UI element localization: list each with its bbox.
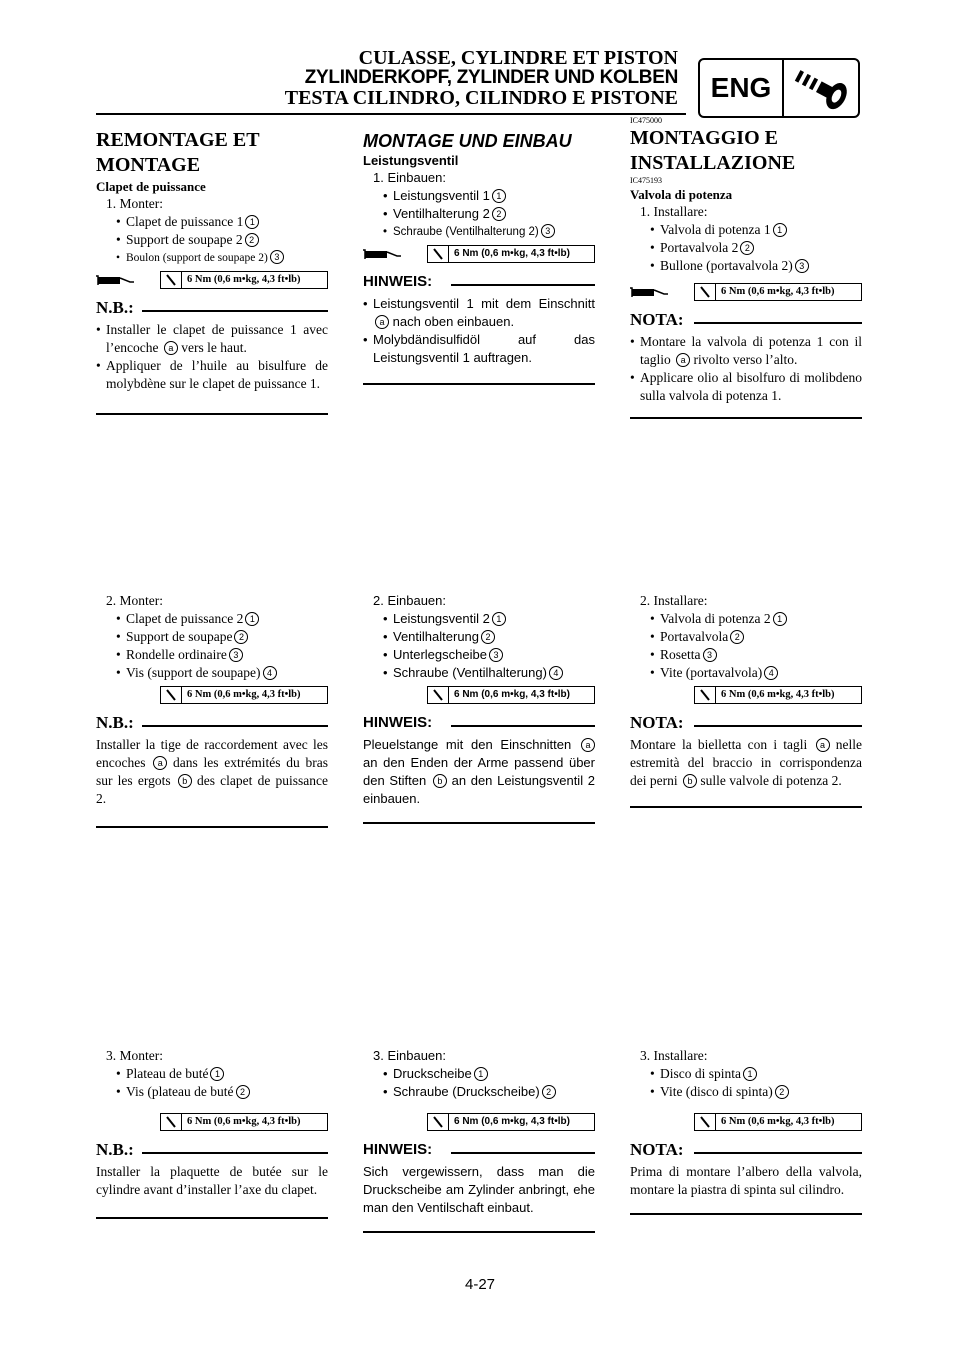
note-end-rule [96,413,328,415]
note-text: Montare la bielletta con i tagli a nelle estremità del braccio in corrispondenza dei perni b sulle valvole di potenza 2. [630,737,862,788]
section-code: IC475000 [630,116,662,125]
wrench-icon [428,1114,449,1130]
list-item: • Portavalvola 2 2 [630,239,862,257]
section-title: REMONTAGE ET MONTAGE [96,129,260,176]
step-1: 1. Monter: [106,196,163,211]
step-2: 2. Installare: [640,593,708,608]
column-french-step2 [96,592,328,828]
list-item: • Ventilhalterung 2 2 [363,205,595,223]
note-item: • Appliquer de l’huile au bisulfure de molybdène sur le clapet de puissance 1. [96,357,328,393]
torque-spec: 6 Nm (0,6 m•kg, 4,3 ft•lb) [363,686,595,706]
list-item: • Druckscheibe 1 [363,1065,595,1083]
list-item: • Rosetta 3 [630,646,862,664]
wrench-icon [161,687,182,703]
note-end-rule [96,826,328,828]
torque-spec: 6 Nm (0,6 m•kg, 4,3 ft•lb) [630,686,862,706]
torque-spec: 6 Nm (0,6 m•kg, 4,3 ft•lb) [630,283,862,303]
list-item: • Valvola di potenza 1 1 [630,221,862,239]
note-item: • Montare la valvola di potenza 1 con il taglio a rivolto verso l’alto. [630,333,862,369]
list-item: • Clapet de puissance 2 1 [96,610,328,628]
list-item: • Ventilhalterung 2 [363,628,595,646]
subsection-title: Leistungsventil [363,153,459,168]
oil-can-icon [96,273,136,287]
oil-can-icon [363,247,403,261]
list-item: • Clapet de puissance 1 1 [96,213,328,231]
list-item: • Support de soupape 2 [96,628,328,646]
wrench-icon [428,687,449,703]
note-header: NOTA: [630,309,862,333]
note-header: HINWEIS: [363,1139,595,1163]
list-item: • Disco di spinta 1 [630,1065,862,1083]
torque-spec: 6 Nm (0,6 m•kg, 4,3 ft•lb) [363,1113,595,1133]
list-item: • Plateau de buté 1 [96,1065,328,1083]
column-french [96,128,328,415]
note-text: Installer la tige de raccordement avec les encoches a dans les extrémités du bras sur les ergots b des clapet de puissance 2. [96,737,329,806]
section-title: MONTAGGIO E INSTALLAZIONE [630,127,796,174]
note-item: • Installer le clapet de puissance 1 avec l’encoche a vers le haut. [96,321,328,357]
note-end-rule [363,383,595,385]
list-item: • Vis (plateau de buté 2 [96,1083,328,1101]
note-text: Installer la plaquette de butée sur le cylindre avant d’installer l’axe du clapet. [96,1164,328,1197]
wrench-icon [428,246,449,262]
list-item: • Rondelle ordinaire 3 [96,646,328,664]
list-item: • Vis (support de soupape) 4 [96,664,328,682]
wrench-icon [695,284,716,300]
wrench-icon [161,1114,182,1130]
subsection-code: IC475193 [630,176,662,185]
subsection-title: Valvola di potenza [630,187,733,202]
note-text: Pleuelstange mit den Einschnitten a an den Enden der Arme passend über den Stiften b an den Leistungsventil 2 einbauen. [363,737,595,806]
note-end-rule [363,1231,595,1233]
column-french-step3 [96,1047,328,1219]
step-1: 1. Installare: [640,204,708,219]
note-header: N.B.: [96,712,328,736]
oil-can-icon [630,285,670,299]
wrench-icon [695,1114,716,1130]
torque-spec: 6 Nm (0,6 m•kg, 4,3 ft•lb) [363,245,595,265]
note-header: NOTA: [630,1139,862,1163]
step-3: 3. Einbauen: [373,1048,447,1063]
note-end-rule [630,417,862,419]
torque-spec: 6 Nm (0,6 m•kg, 4,3 ft•lb) [96,1113,328,1133]
note-item: • Applicare olio al bisolfuro di molibdeno sulla valvola di potenza 1. [630,369,862,405]
column-german [363,130,595,385]
column-german-step3 [363,1047,595,1233]
column-italian [630,116,862,419]
list-item: • Schraube (Druckscheibe) 2 [363,1083,595,1101]
step-2: 2. Einbauen: [373,593,447,608]
list-item: • Vite (disco di spinta) 2 [630,1083,862,1101]
step-3: 3. Installare: [640,1048,708,1063]
note-end-rule [363,822,595,824]
torque-spec: 6 Nm (0,6 m•kg, 4,3 ft•lb) [630,1113,862,1133]
list-item: • Boulon (support de soupape 2) 3 [96,249,328,267]
header-title-it: TESTA CILINDRO, CILINDRO E PISTONE [284,87,678,109]
section-title: MONTAGE UND EINBAU [363,131,572,151]
note-end-rule [630,806,862,808]
list-item: • Schraube (Ventilhalterung 2) 3 [363,223,595,241]
subsection-title: Clapet de puissance [96,179,206,194]
note-header: HINWEIS: [363,712,595,736]
torque-spec: 6 Nm (0,6 m•kg, 4,3 ft•lb) [96,686,328,706]
list-item: • Schraube (Ventilhalterung) 4 [363,664,595,682]
note-item: • Leistungsventil 1 mit dem Einschnitt a nach oben einbauen. [363,295,595,331]
list-item: • Valvola di potenza 2 1 [630,610,862,628]
page-number: 4-27 [464,1276,496,1293]
note-end-rule [630,1213,862,1215]
wrench-icon [161,272,182,288]
note-header: N.B.: [96,297,328,321]
list-item: • Leistungsventil 2 1 [363,610,595,628]
eng-badge [698,58,860,118]
step-1: 1. Einbauen: [373,170,447,185]
torque-spec [96,271,328,291]
engine-wrench-icon [788,64,854,119]
note-header: N.B.: [96,1139,328,1163]
eng-label: ENG [700,60,784,116]
list-item: • Vite (portavalvola) 4 [630,664,862,682]
section-header [285,48,678,108]
step-3: 3. Monter: [106,1048,163,1063]
header-title-de: ZYLINDERKOPF, ZYLINDER UND KOLBEN [304,67,678,88]
column-italian-step3 [630,1047,862,1215]
list-item: • Leistungsventil 1 1 [363,187,595,205]
note-text: Sich vergewissern, dass man die Druckscheibe am Zylinder anbringt, ehe man den Ventilschaft einbaut. [363,1164,595,1215]
list-item: • Support de soupape 2 2 [96,231,328,249]
note-text: Prima di montare l’albero della valvola, montare la piastra di spinta sul cilindro. [630,1164,862,1197]
list-item: • Portavalvola 2 [630,628,862,646]
note-end-rule [96,1217,328,1219]
step-2: 2. Monter: [106,593,163,608]
note-header: HINWEIS: [363,271,595,295]
list-item: • Unterlegscheibe 3 [363,646,595,664]
list-item: • Bullone (portavalvola 2) 3 [630,257,862,275]
wrench-icon [695,687,716,703]
header-title-fr: CULASSE, CYLINDRE ET PISTON [358,47,678,69]
column-german-step2 [363,592,595,824]
torque-value: 6 Nm (0,6 m•kg, 4,3 ft•lb) [187,274,301,285]
header-rule [96,113,686,115]
note-header: NOTA: [630,712,862,736]
note-item: • Molybdändisulfidöl auf das Leistungsventil 1 auftragen. [363,331,595,367]
column-italian-step2 [630,592,862,808]
